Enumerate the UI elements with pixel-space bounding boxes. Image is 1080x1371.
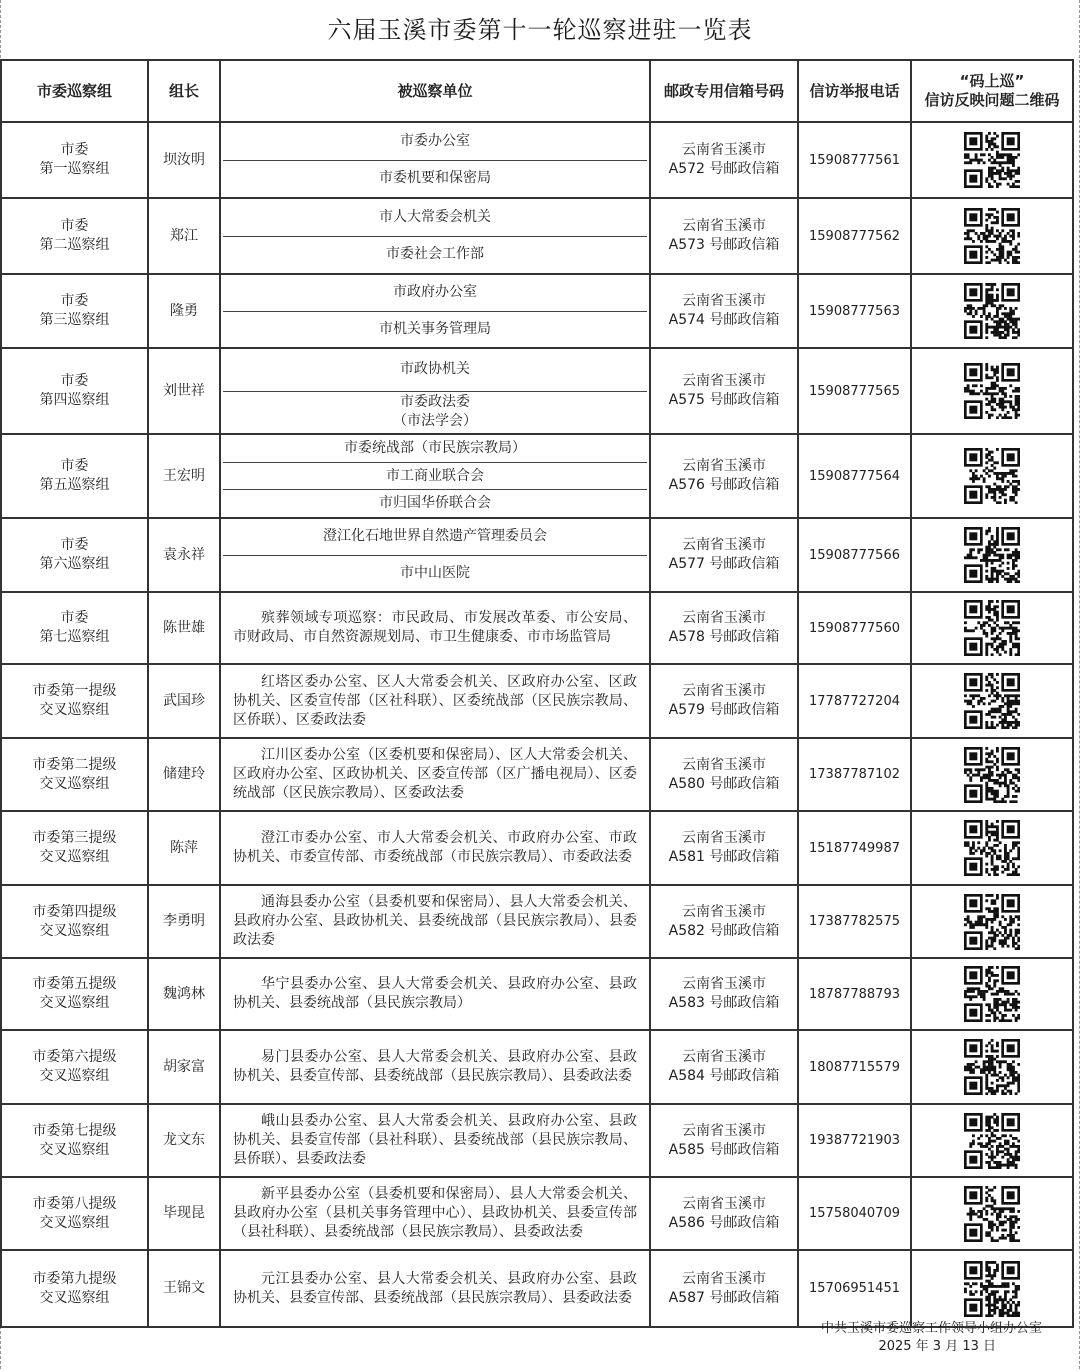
group-line2: 第七巡察组: [39, 629, 110, 645]
group-line1: 市委第五提级: [32, 976, 117, 992]
postal-cell: [650, 811, 798, 885]
phone-cell: 15908777563: [798, 274, 911, 348]
qr-code-icon[interactable]: [964, 1186, 1020, 1242]
leader-cell: 刘世祥: [148, 348, 220, 434]
qr-code-icon[interactable]: [964, 894, 1020, 950]
qr-cell: [911, 274, 1073, 348]
qr-cell: [911, 664, 1073, 738]
group-line2: 交叉巡察组: [39, 849, 110, 865]
group-cell: [1, 664, 148, 738]
phone-cell: 15706951451: [798, 1250, 911, 1327]
postal-cell: [650, 274, 798, 348]
qr-cell: [911, 1177, 1073, 1250]
leader-cell: 坝汝明: [148, 122, 220, 198]
header-qr: [911, 60, 1073, 122]
footer-date: 2025 年 3 月 13 日: [878, 1339, 996, 1354]
unit-item: 市工商业联合会: [223, 462, 647, 490]
leader-cell: 袁永祥: [148, 518, 220, 592]
phone-cell: 15187749987: [798, 811, 911, 885]
qr-code-icon[interactable]: [964, 1113, 1020, 1169]
group-cell: [1, 348, 148, 434]
qr-cell: [911, 122, 1073, 198]
postal-prefix: 云南省玉溪市: [682, 537, 766, 553]
unit-item: 市归国华侨联合会: [223, 489, 647, 517]
qr-code-icon[interactable]: [964, 966, 1020, 1022]
postal-box: A573 号邮政信箱: [668, 237, 780, 253]
footer-org: 中共玉溪市委巡察工作领导小组办公室: [820, 1321, 1042, 1336]
group-line2: 第四巡察组: [39, 392, 110, 408]
table-row: [1, 1030, 1073, 1104]
leader-cell: 毕现昆: [148, 1177, 220, 1250]
postal-prefix: 云南省玉溪市: [682, 610, 766, 626]
qr-code-icon[interactable]: [964, 132, 1020, 188]
group-cell: [1, 1030, 148, 1104]
units-cell: [220, 122, 650, 198]
postal-cell: [650, 958, 798, 1030]
units-cell: [220, 274, 650, 348]
group-line2: 交叉巡察组: [39, 702, 110, 718]
phone-cell: 15908777566: [798, 518, 911, 592]
table-row: [1, 122, 1073, 198]
units-cell: [220, 664, 650, 738]
group-line1: 市委第三提级: [32, 830, 117, 846]
postal-prefix: 云南省玉溪市: [682, 683, 766, 699]
phone-cell: 17387782575: [798, 885, 911, 958]
postal-prefix: 云南省玉溪市: [682, 1195, 766, 1212]
table-row: [1, 664, 1073, 738]
phone-cell: 15908777560: [798, 592, 911, 664]
group-line2: 交叉巡察组: [39, 1214, 110, 1231]
postal-cell: [650, 198, 798, 274]
units-cell: [220, 958, 650, 1030]
table-row: [1, 811, 1073, 885]
phone-cell: 15908777564: [798, 434, 911, 518]
leader-cell: 魏鸿林: [148, 958, 220, 1030]
leader-cell: 李勇明: [148, 885, 220, 958]
postal-cell: [650, 664, 798, 738]
table-row: [1, 885, 1073, 958]
units-paragraph: 易门县委办公室、县人大常委会机关、县政府办公室、县政协机关、县委宣传部、县委统战部（县民族宗教局）、县委政法委: [233, 1049, 637, 1084]
group-cell: [1, 122, 148, 198]
qr-code-icon[interactable]: [964, 283, 1020, 339]
header-units: 被巡察单位: [220, 60, 650, 122]
group-line1: 市委: [60, 458, 89, 474]
qr-cell: [911, 1250, 1073, 1327]
units-cell: [220, 592, 650, 664]
header-qr-line1: “码上巡”: [959, 72, 1025, 90]
qr-cell: [911, 592, 1073, 664]
postal-cell: [650, 738, 798, 811]
qr-code-icon[interactable]: [964, 1261, 1020, 1317]
units-paragraph: 江川区委办公室（区委机要和保密局）、区人大常委会机关、区政府办公室、区政协机关、区委宣传部（区广播电视局）、区委统战部（区民族宗教局）、区委政法委: [233, 747, 637, 801]
group-line2: 交叉巡察组: [39, 1068, 110, 1084]
group-line1: 市委第九提级: [32, 1270, 117, 1287]
phone-cell: 15758040709: [798, 1177, 911, 1250]
group-cell: [1, 518, 148, 592]
group-line1: 市委第八提级: [32, 1195, 117, 1212]
postal-cell: [650, 434, 798, 518]
phone-cell: 15908777561: [798, 122, 911, 198]
qr-code-icon[interactable]: [964, 600, 1020, 656]
group-cell: [1, 738, 148, 811]
table-row: [1, 1177, 1073, 1250]
units-cell: [220, 885, 650, 958]
header-qr-line2: 信访反映问题二维码: [924, 91, 1060, 109]
postal-box: A579 号邮政信箱: [668, 702, 780, 718]
qr-cell: [911, 958, 1073, 1030]
group-line2: 交叉巡察组: [39, 1141, 110, 1158]
units-paragraph: 殡葬领域专项巡察：市民政局、市发展改革委、市公安局、市财政局、市自然资源规划局、市卫生健康委、市市场监管局: [233, 610, 637, 645]
group-cell: [1, 958, 148, 1030]
qr-code-icon[interactable]: [964, 820, 1020, 876]
leader-cell: 胡家富: [148, 1030, 220, 1104]
unit-item: 市委政法委 （市法学会）: [223, 391, 647, 434]
table-row: [1, 738, 1073, 811]
qr-code-icon[interactable]: [964, 363, 1020, 419]
units-paragraph: 红塔区委办公室、区人大常委会机关、区政府办公室、区政协机关、区委宣传部（区社科联）、区委统战部（区民族宗教局、区侨联）、区委政法委: [233, 673, 637, 728]
table-row: [1, 592, 1073, 664]
patrol-table: [0, 59, 1074, 1328]
leader-cell: 陈萍: [148, 811, 220, 885]
group-line2: 交叉巡察组: [39, 995, 110, 1011]
unit-item: 市委社会工作部: [223, 236, 647, 274]
group-cell: [1, 885, 148, 958]
group-line1: 市委第六提级: [32, 1049, 117, 1065]
units-paragraph: 澄江市委办公室、市人大常委会机关、市政府办公室、市政协机关、市委宣传部、市委统战部（市民族宗教局）、市委政法委: [233, 830, 637, 865]
unit-item: 市委办公室: [400, 132, 470, 149]
group-line2: 第六巡察组: [39, 556, 110, 572]
postal-box: A572 号邮政信箱: [668, 161, 780, 177]
phone-cell: 15908777565: [798, 348, 911, 434]
group-cell: [1, 274, 148, 348]
postal-cell: [650, 1030, 798, 1104]
header-phone: 信访举报电话: [798, 60, 911, 122]
phone-cell: 15908777562: [798, 198, 911, 274]
postal-box: A576 号邮政信箱: [668, 477, 780, 493]
units-cell: [220, 434, 650, 518]
leader-cell: 储建玲: [148, 738, 220, 811]
qr-code-icon[interactable]: [964, 527, 1020, 583]
units-paragraph: 华宁县委办公室、县人大常委会机关、县政府办公室、县政协机关、县委统战部（县民族宗教局）: [233, 976, 637, 1011]
postal-box: A577 号邮政信箱: [668, 556, 780, 572]
table-row: [1, 1104, 1073, 1177]
unit-item: 市人大常委会机关: [379, 208, 491, 225]
unit-item: 市政协机关: [400, 361, 470, 378]
header-leader: 组长: [148, 60, 220, 122]
postal-prefix: 云南省玉溪市: [682, 1049, 766, 1065]
phone-cell: 17787727204: [798, 664, 911, 738]
qr-cell: [911, 811, 1073, 885]
group-line2: 交叉巡察组: [39, 922, 110, 939]
group-line2: 交叉巡察组: [39, 1289, 110, 1306]
group-cell: [1, 198, 148, 274]
unit-item: 市机关事务管理局: [223, 311, 647, 348]
table-row: [1, 1250, 1073, 1327]
units-cell: [220, 811, 650, 885]
group-cell: [1, 592, 148, 664]
qr-code-icon[interactable]: [964, 673, 1020, 729]
postal-cell: [650, 1250, 798, 1327]
postal-cell: [650, 122, 798, 198]
qr-cell: [911, 885, 1073, 958]
table-row: [1, 198, 1073, 274]
postal-prefix: 云南省玉溪市: [682, 458, 766, 474]
phone-cell: 18787788793: [798, 958, 911, 1030]
postal-prefix: 云南省玉溪市: [682, 830, 766, 846]
leader-cell: 王锦文: [148, 1250, 220, 1327]
group-line1: 市委第二提级: [32, 756, 117, 773]
unit-item: 市委机要和保密局: [223, 160, 647, 198]
postal-box: A587 号邮政信箱: [668, 1289, 780, 1306]
units-cell: [220, 518, 650, 592]
postal-box: A585 号邮政信箱: [668, 1141, 780, 1158]
postal-box: A578 号邮政信箱: [668, 629, 780, 645]
leader-cell: 王宏明: [148, 434, 220, 518]
table-row: [1, 518, 1073, 592]
page-title: 六届玉溪市委第十一轮巡察进驻一览表: [327, 16, 753, 44]
qr-cell: [911, 1104, 1073, 1177]
table-row: [1, 958, 1073, 1030]
table-row: [1, 274, 1073, 348]
leader-cell: 隆勇: [148, 274, 220, 348]
postal-cell: [650, 1177, 798, 1250]
group-cell: [1, 811, 148, 885]
postal-box: A581 号邮政信箱: [668, 849, 780, 865]
units-paragraph: 新平县委办公室（县委机要和保密局）、县人大常委会机关、县政府办公室（县机关事务管理中心）、县政协机关、县委宣传部（县社科联）、县委统战部（县民族宗教局）、县委政法委: [233, 1186, 637, 1240]
leader-cell: 陈世雄: [148, 592, 220, 664]
group-cell: [1, 1177, 148, 1250]
qr-code-icon[interactable]: [964, 448, 1020, 504]
leader-cell: 武国珍: [148, 664, 220, 738]
units-cell: [220, 1104, 650, 1177]
group-cell: [1, 1250, 148, 1327]
group-line1: 市委: [60, 610, 89, 626]
units-cell: [220, 1177, 650, 1250]
postal-box: A582 号邮政信箱: [668, 922, 780, 939]
unit-item: 市委统战部（市民族宗教局）: [344, 439, 526, 456]
postal-prefix: 云南省玉溪市: [682, 293, 766, 309]
qr-cell: [911, 1030, 1073, 1104]
table-row: [1, 434, 1073, 518]
units-paragraph: 通海县委办公室（县委机要和保密局）、县人大常委会机关、县政府办公室、县政协机关、县委统战部（县民族宗教局）、县委政法委: [233, 894, 637, 948]
postal-prefix: 云南省玉溪市: [682, 1122, 766, 1139]
units-cell: [220, 1030, 650, 1104]
postal-cell: [650, 348, 798, 434]
header-group: 市委巡察组: [1, 60, 148, 122]
postal-cell: [650, 518, 798, 592]
postal-prefix: 云南省玉溪市: [682, 756, 766, 773]
group-line2: 第一巡察组: [39, 161, 110, 177]
postal-cell: [650, 885, 798, 958]
units-paragraph: 峨山县委办公室、县人大常委会机关、县政府办公室、县政协机关、县委宣传部（县社科联）、县委统战部（县民族宗教局、县侨联）、县委政法委: [233, 1113, 637, 1167]
group-line1: 市委第一提级: [32, 683, 117, 699]
table-header-row: [1, 60, 1073, 122]
postal-box: A580 号邮政信箱: [668, 775, 780, 792]
group-line2: 交叉巡察组: [39, 775, 110, 792]
postal-prefix: 云南省玉溪市: [682, 903, 766, 920]
group-line1: 市委第四提级: [32, 903, 117, 920]
unit-item: 市政府办公室: [393, 284, 477, 301]
postal-box: A574 号邮政信箱: [668, 312, 780, 328]
postal-box: A586 号邮政信箱: [668, 1214, 780, 1231]
postal-prefix: 云南省玉溪市: [682, 142, 766, 158]
qr-code-icon[interactable]: [964, 1039, 1020, 1095]
units-cell: [220, 348, 650, 434]
postal-box: A575 号邮政信箱: [668, 392, 780, 408]
group-line2: 第三巡察组: [39, 312, 110, 328]
postal-cell: [650, 1104, 798, 1177]
footer: [821, 1320, 1042, 1356]
units-paragraph: 元江县委办公室、县人大常委会机关、县政府办公室、县政协机关、县委宣传部、县委统战部（县民族宗教局）、县委政法委: [233, 1270, 637, 1306]
qr-code-icon[interactable]: [964, 208, 1020, 264]
group-line1: 市委: [60, 373, 89, 389]
postal-box: A583 号邮政信箱: [668, 995, 780, 1011]
units-cell: [220, 1250, 650, 1327]
units-cell: [220, 738, 650, 811]
qr-cell: [911, 738, 1073, 811]
group-cell: [1, 434, 148, 518]
group-line1: 市委: [60, 218, 89, 234]
header-postal: 邮政专用信箱号码: [650, 60, 798, 122]
leader-cell: 郑江: [148, 198, 220, 274]
unit-item: 市中山医院: [223, 555, 647, 592]
group-line1: 市委第七提级: [32, 1122, 117, 1139]
qr-cell: [911, 434, 1073, 518]
table-row: [1, 348, 1073, 434]
leader-cell: 龙文东: [148, 1104, 220, 1177]
qr-cell: [911, 348, 1073, 434]
qr-cell: [911, 198, 1073, 274]
postal-box: A584 号邮政信箱: [668, 1068, 780, 1084]
qr-cell: [911, 518, 1073, 592]
postal-prefix: 云南省玉溪市: [682, 373, 766, 389]
phone-cell: 19387721903: [798, 1104, 911, 1177]
phone-cell: 17387787102: [798, 738, 911, 811]
postal-prefix: 云南省玉溪市: [682, 218, 766, 234]
group-line2: 第二巡察组: [39, 237, 110, 253]
group-line2: 第五巡察组: [39, 477, 110, 493]
group-cell: [1, 1104, 148, 1177]
postal-cell: [650, 592, 798, 664]
postal-prefix: 云南省玉溪市: [682, 1270, 766, 1287]
group-line1: 市委: [60, 293, 89, 309]
postal-prefix: 云南省玉溪市: [682, 976, 766, 992]
unit-item: 澄江化石地世界自然遗产管理委员会: [323, 528, 547, 545]
qr-code-icon[interactable]: [964, 747, 1020, 803]
units-cell: [220, 198, 650, 274]
group-line1: 市委: [60, 142, 89, 158]
phone-cell: 18087715579: [798, 1030, 911, 1104]
group-line1: 市委: [60, 537, 89, 553]
